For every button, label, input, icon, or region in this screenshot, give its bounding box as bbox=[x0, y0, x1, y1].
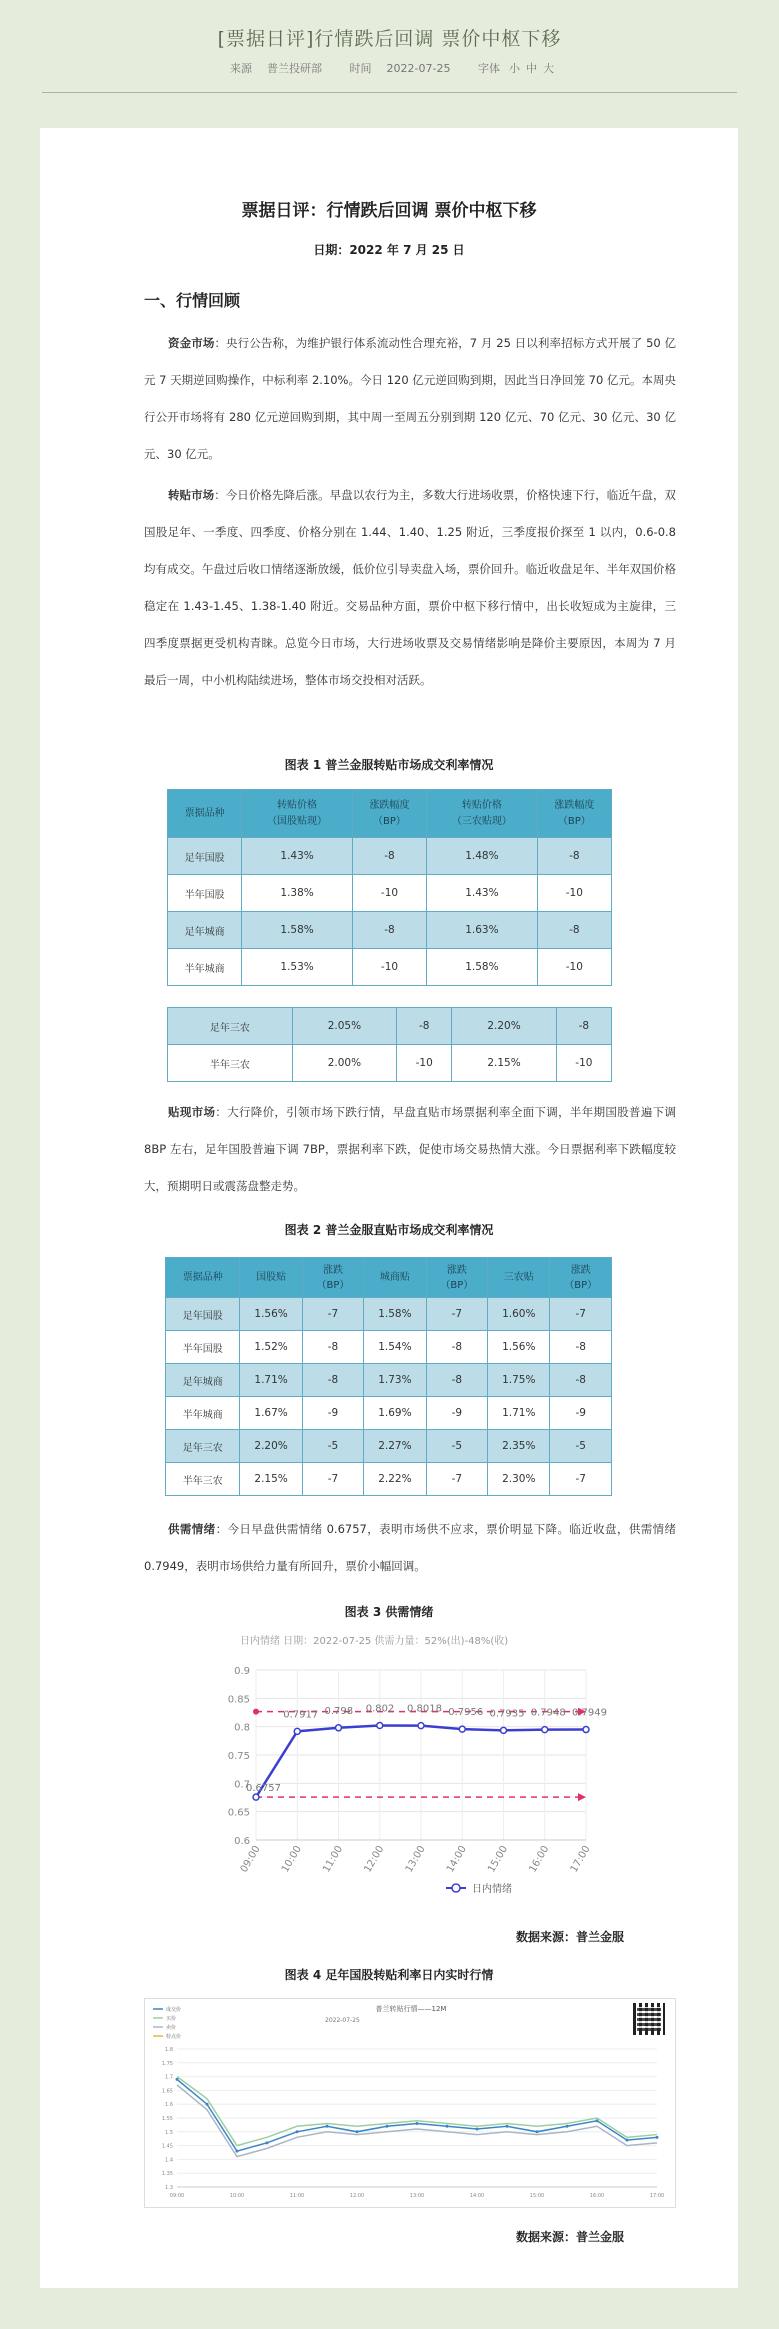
y-tick-label: 1.35 bbox=[161, 2171, 173, 2178]
data-point bbox=[596, 2119, 599, 2122]
table2-header-6: 涨跌 （BP） bbox=[550, 1258, 612, 1298]
table2-cell: -7 bbox=[550, 1298, 612, 1331]
paragraph-supply-demand bbox=[144, 1511, 676, 1585]
table1b-cell: -10 bbox=[556, 1045, 611, 1082]
table2-cell: 1.71% bbox=[240, 1364, 302, 1397]
data-point bbox=[542, 1727, 548, 1733]
reference-marker bbox=[253, 1709, 259, 1715]
table1-cell: 1.38% bbox=[242, 875, 353, 912]
x-tick-label: 13:00 bbox=[409, 2193, 425, 2199]
table2-cell: 2.20% bbox=[240, 1430, 302, 1463]
table1b-cell: 2.15% bbox=[452, 1045, 556, 1082]
table2-cell: 2.35% bbox=[488, 1430, 550, 1463]
data-point bbox=[296, 2130, 299, 2133]
x-tick-label: 09:00 bbox=[238, 1844, 263, 1875]
table1-cell: 1.53% bbox=[242, 949, 353, 986]
table2-cell: -5 bbox=[550, 1430, 612, 1463]
source-value: 普兰投研部 bbox=[267, 62, 323, 75]
table1-cell: 1.43% bbox=[427, 875, 538, 912]
source-label: 来源 bbox=[230, 62, 253, 75]
y-tick-label: 1.7 bbox=[165, 2074, 173, 2081]
doc-date: 日期：2022 年 7 月 25 日 bbox=[313, 243, 465, 257]
data-label: 0.7948 bbox=[530, 1707, 566, 1719]
x-tick-label: 14:00 bbox=[444, 1844, 469, 1875]
table2-cell: 1.56% bbox=[488, 1331, 550, 1364]
x-tick-label: 15:00 bbox=[529, 2193, 545, 2199]
table2-cell: -5 bbox=[302, 1430, 364, 1463]
table1b-cell: 2.20% bbox=[452, 1008, 556, 1045]
data-point bbox=[294, 1728, 300, 1734]
table-row bbox=[168, 875, 612, 912]
table2-cell: 半年三农 bbox=[166, 1463, 240, 1496]
table1-cell: 足年国股 bbox=[168, 838, 242, 875]
table-row bbox=[166, 1331, 612, 1364]
table1-header-3: 转贴价格 （三农贴现） bbox=[427, 790, 538, 838]
table1-cell: -10 bbox=[352, 875, 426, 912]
table2-cell: 足年三农 bbox=[166, 1430, 240, 1463]
time-label: 时间 bbox=[349, 62, 372, 75]
text-discount-market: ：大行降价，引领市场下跌行情，早盘直贴市场票据利率全面下调，半年期国股普遍下调 8BP 左右，足年国股普遍下调 7BP，票据利率下跌，促使市场交易热情大涨。今日票据利率下跌幅度较大，预期明日或震荡盘整走势。 bbox=[144, 1105, 677, 1193]
table2-cell: 半年国股 bbox=[166, 1331, 240, 1364]
table-row bbox=[166, 1364, 612, 1397]
table2-cell: 足年国股 bbox=[166, 1298, 240, 1331]
intraday-rate-chart bbox=[145, 1999, 677, 2209]
data-label: 0.7917 bbox=[283, 1709, 319, 1721]
table2-header-4: 涨跌 （BP） bbox=[426, 1258, 488, 1298]
doc-title: 票据日评：行情跌后回调 票价中枢下移 bbox=[241, 201, 537, 221]
legend-label: 特点价 bbox=[166, 2034, 182, 2040]
table-row bbox=[168, 1045, 612, 1082]
x-tick-label: 14:00 bbox=[469, 2193, 485, 2199]
table2-cell: -8 bbox=[302, 1331, 364, 1364]
table1-cell: 半年国股 bbox=[168, 875, 242, 912]
table1-cell: 1.48% bbox=[427, 838, 538, 875]
table1b-cell: -8 bbox=[397, 1008, 452, 1045]
data-label: 0.7949 bbox=[572, 1707, 607, 1719]
table2-header-3: 城商贴 bbox=[364, 1258, 426, 1298]
table1-cell: -8 bbox=[537, 838, 611, 875]
data-point bbox=[236, 2150, 239, 2153]
table2-cell: 1.56% bbox=[240, 1298, 302, 1331]
label-supply-demand: 供需情绪 bbox=[168, 1522, 216, 1536]
data-point bbox=[566, 2125, 569, 2128]
table2-cell: 1.58% bbox=[364, 1298, 426, 1331]
legend-label: 卖价 bbox=[166, 2025, 177, 2031]
text-transfer-market: ：今日价格先降后涨。早盘以农行为主，多数大行进场收票，价格快速下行，临近午盘，双国股足年、一季度、四季度、价格分别在 1.44、1.40、1.25 附近，三季度报价探至 1 以内，0.6-0.8 均有成交。午盘过后收口情绪逐渐放缓，低价位引导卖盘入场，票价回升。临近收盘足年、半年双国价格稳定在 1.43-1.45、1.38-1.40 附近。交易品种方面，票价中枢下移行情中，出长收短成为主旋律，三四季度票据更受机构青睐。总览今日市场，大行进场收票及交易情绪影响是降价主要原因，本周为 7 月最后一周，中小机构陆续进场，整体市场交投相对活跃。 bbox=[144, 488, 676, 687]
table1-header-4: 涨跌幅度 （BP） bbox=[537, 790, 611, 838]
data-point bbox=[656, 2136, 659, 2139]
x-tick-label: 11:00 bbox=[289, 2193, 305, 2199]
y-tick-label: 1.45 bbox=[161, 2143, 173, 2150]
y-tick-label: 1.8 bbox=[165, 2047, 173, 2053]
table1-cell: 1.58% bbox=[427, 949, 538, 986]
table2-cell: 2.15% bbox=[240, 1463, 302, 1496]
text-supply-demand: ：今日早盘供需情绪 0.6757，表明市场供不应求，票价明显下降。临近收盘，供需情绪 0.7949，表明市场供给力量有所回升，票价小幅回调。 bbox=[144, 1522, 677, 1573]
legend-marker bbox=[452, 1884, 460, 1892]
data-point bbox=[501, 1727, 507, 1733]
font-size-medium[interactable]: 中 bbox=[525, 62, 537, 75]
table2-cell: 1.60% bbox=[488, 1298, 550, 1331]
chart-title: 日内情绪 日期：2022-07-25 供需力量：52%(出)-48%(收) bbox=[240, 1636, 509, 1647]
table2-header-1: 国股贴 bbox=[240, 1258, 302, 1298]
page-title: [票据日评]行情跌后回调 票价中枢下移 bbox=[217, 28, 562, 50]
table1-cell: -10 bbox=[537, 949, 611, 986]
table1-cell: -8 bbox=[352, 912, 426, 949]
table1-cell: -10 bbox=[537, 875, 611, 912]
data-point bbox=[377, 1723, 383, 1729]
y-tick-label: 1.65 bbox=[161, 2088, 173, 2095]
chart-subtitle: 2022-07-25 bbox=[325, 2017, 360, 2024]
sentiment-chart bbox=[216, 1628, 608, 1900]
label-discount-market: 贴现市场 bbox=[168, 1105, 216, 1119]
figure1-caption: 图表 1 普兰金服转贴市场成交利率情况 bbox=[284, 758, 494, 772]
data-point bbox=[326, 2125, 329, 2128]
transfer-rate-table bbox=[167, 789, 612, 986]
data-label: 0.7956 bbox=[448, 1707, 484, 1719]
table-row bbox=[168, 1008, 612, 1045]
table2-cell: -7 bbox=[302, 1463, 364, 1496]
table-row bbox=[168, 912, 612, 949]
y-tick-label: 1.75 bbox=[161, 2060, 173, 2067]
y-tick-label: 0.9 bbox=[234, 1666, 250, 1677]
table-row bbox=[166, 1430, 612, 1463]
table2-header-0: 票据品种 bbox=[166, 1258, 240, 1298]
intraday-rate-chart-panel bbox=[144, 1998, 676, 2208]
table2-cell: 1.71% bbox=[488, 1397, 550, 1430]
table2-cell: 2.22% bbox=[364, 1463, 426, 1496]
table2-cell: 半年城商 bbox=[166, 1397, 240, 1430]
table-row bbox=[166, 1298, 612, 1331]
table2-cell: 1.69% bbox=[364, 1397, 426, 1430]
data-label: 0.802 bbox=[365, 1703, 395, 1715]
table-row bbox=[168, 838, 612, 875]
table2-cell: 1.67% bbox=[240, 1397, 302, 1430]
table2-cell: -7 bbox=[302, 1298, 364, 1331]
qr-code-icon bbox=[633, 2003, 665, 2035]
y-tick-label: 0.8 bbox=[234, 1722, 250, 1734]
page-header bbox=[0, 0, 779, 96]
table2-cell: -7 bbox=[426, 1463, 488, 1496]
data-point bbox=[626, 2139, 629, 2142]
data-point bbox=[336, 1725, 342, 1731]
table1b-cell: 2.05% bbox=[292, 1008, 396, 1045]
data-point bbox=[356, 2130, 359, 2133]
table-row bbox=[166, 1463, 612, 1496]
article-meta bbox=[0, 60, 779, 76]
time-value: 2022-07-25 bbox=[386, 62, 451, 75]
y-tick-label: 0.65 bbox=[227, 1807, 250, 1819]
table2-cell: -8 bbox=[426, 1331, 488, 1364]
data-label: 0.6757 bbox=[246, 1783, 281, 1795]
y-tick-label: 1.3 bbox=[165, 2185, 173, 2191]
figure2-caption: 图表 2 普兰金服直贴市场成交利率情况 bbox=[284, 1223, 494, 1237]
table2-cell: 1.75% bbox=[488, 1364, 550, 1397]
data-point bbox=[506, 2125, 509, 2128]
table1-header-0: 票据品种 bbox=[168, 790, 242, 838]
discount-rate-table bbox=[165, 1257, 612, 1496]
table2-cell: -7 bbox=[426, 1298, 488, 1331]
y-tick-label: 0.85 bbox=[227, 1694, 250, 1706]
table1b-cell: 半年三农 bbox=[168, 1045, 293, 1082]
x-tick-label: 10:00 bbox=[229, 2193, 245, 2199]
data-point bbox=[459, 1726, 465, 1732]
table1-cell: 半年城商 bbox=[168, 949, 242, 986]
table1-cell: -10 bbox=[352, 949, 426, 986]
data-point bbox=[416, 2122, 419, 2125]
table1b-cell: 足年三农 bbox=[168, 1008, 293, 1045]
label-capital-market: 资金市场 bbox=[168, 336, 215, 350]
legend-label: 日内情绪 bbox=[472, 1884, 512, 1895]
x-tick-label: 12:00 bbox=[349, 2193, 365, 2199]
table1-header-1: 转贴价格 （国股贴现） bbox=[242, 790, 353, 838]
table2-cell: -9 bbox=[426, 1397, 488, 1430]
table-row bbox=[166, 1397, 612, 1430]
table2-cell: -8 bbox=[550, 1364, 612, 1397]
table1-header-2: 涨跌幅度 （BP） bbox=[352, 790, 426, 838]
font-size-large[interactable]: 大 bbox=[542, 62, 554, 75]
table2-header-2: 涨跌 （BP） bbox=[302, 1258, 364, 1298]
x-tick-label: 16:00 bbox=[527, 1844, 552, 1875]
data-point bbox=[386, 2125, 389, 2128]
table2-cell: -8 bbox=[426, 1364, 488, 1397]
table2-cell: -8 bbox=[550, 1331, 612, 1364]
legend-label: 买价 bbox=[166, 2016, 177, 2022]
table2-cell: 1.52% bbox=[240, 1331, 302, 1364]
section-title: 一、行情回顾 bbox=[144, 291, 241, 310]
table1-cell: 1.58% bbox=[242, 912, 353, 949]
paragraph-transfer-market bbox=[144, 477, 676, 699]
data-point bbox=[253, 1794, 259, 1800]
table1b-cell: 2.00% bbox=[292, 1045, 396, 1082]
y-tick-label: 1.5 bbox=[165, 2129, 173, 2136]
table2-cell: 1.54% bbox=[364, 1331, 426, 1364]
data-label: 0.8018 bbox=[407, 1703, 442, 1715]
table2-cell: 2.27% bbox=[364, 1430, 426, 1463]
data-label: 0.798 bbox=[324, 1705, 354, 1717]
table2-cell: 2.30% bbox=[488, 1463, 550, 1496]
x-tick-label: 17:00 bbox=[649, 2193, 665, 2199]
y-tick-label: 1.55 bbox=[161, 2116, 173, 2122]
figure3-caption: 图表 3 供需情绪 bbox=[344, 1605, 434, 1619]
table2-cell: -9 bbox=[550, 1397, 612, 1430]
table1-cell: 足年城商 bbox=[168, 912, 242, 949]
font-size-label: 字体 bbox=[477, 62, 500, 75]
table2-cell: -8 bbox=[302, 1364, 364, 1397]
paragraph-discount-market bbox=[144, 1094, 676, 1205]
table2-cell: -7 bbox=[550, 1463, 612, 1496]
table2-cell: 足年城商 bbox=[166, 1364, 240, 1397]
paragraph-capital-market bbox=[144, 325, 676, 473]
series-line bbox=[177, 2077, 657, 2146]
font-size-small[interactable]: 小 bbox=[508, 62, 520, 75]
table2-header-5: 三农贴 bbox=[488, 1258, 550, 1298]
table1-cell: 1.63% bbox=[427, 912, 538, 949]
y-tick-label: 0.7 bbox=[234, 1779, 250, 1791]
x-tick-label: 09:00 bbox=[169, 2193, 185, 2199]
x-tick-label: 13:00 bbox=[403, 1844, 428, 1875]
table2-cell: -5 bbox=[426, 1430, 488, 1463]
chart-title: 普兰转贴行情——12M bbox=[375, 2005, 447, 2013]
table2-cell: -9 bbox=[302, 1397, 364, 1430]
data-point bbox=[266, 2141, 269, 2144]
table1-cell: -8 bbox=[537, 912, 611, 949]
legend-label: 成交价 bbox=[166, 2007, 182, 2013]
x-tick-label: 12:00 bbox=[362, 1844, 387, 1875]
data-point bbox=[476, 2128, 479, 2131]
data-point bbox=[206, 2103, 209, 2106]
table1-cell: -8 bbox=[352, 838, 426, 875]
y-tick-label: 0.75 bbox=[227, 1751, 250, 1762]
figure4-source: 数据来源：普兰金服 bbox=[515, 2230, 624, 2244]
label-transfer-market: 转贴市场 bbox=[168, 488, 215, 502]
x-tick-label: 16:00 bbox=[589, 2193, 605, 2199]
x-tick-label: 10:00 bbox=[279, 1844, 304, 1875]
x-tick-label: 11:00 bbox=[321, 1844, 346, 1875]
data-point bbox=[536, 2130, 539, 2133]
header-divider bbox=[42, 92, 737, 93]
data-point bbox=[176, 2078, 179, 2081]
y-tick-label: 0.6 bbox=[234, 1836, 250, 1847]
data-label: 0.7935 bbox=[489, 1708, 525, 1720]
y-tick-label: 1.4 bbox=[165, 2157, 173, 2164]
data-point bbox=[583, 1727, 589, 1733]
figure3-source: 数据来源：普兰金服 bbox=[515, 1930, 624, 1944]
y-tick-label: 1.6 bbox=[165, 2102, 173, 2109]
x-tick-label: 17:00 bbox=[568, 1844, 593, 1875]
article-card bbox=[40, 128, 738, 2288]
table2-cell: 1.73% bbox=[364, 1364, 426, 1397]
x-tick-label: 15:00 bbox=[486, 1844, 511, 1875]
table1-cell: 1.43% bbox=[242, 838, 353, 875]
data-point bbox=[418, 1723, 424, 1729]
table1b-cell: -8 bbox=[556, 1008, 611, 1045]
figure4-caption: 图表 4 足年国股转贴利率日内实时行情 bbox=[284, 1968, 494, 1982]
text-capital-market: ：央行公告称，为维护银行体系流动性合理充裕，7 月 25 日以利率招标方式开展了 50 亿元 7 天期逆回购操作，中标利率 2.10%。今日 120 亿元逆回购到期，因此当日净回笼 70 亿元。本周央行公开市场将有 280 亿元逆回购到期，其中周一至周五分别到期 120 亿元、70 亿元、30 亿元、30 亿元、30 亿元。 bbox=[144, 336, 677, 461]
data-point bbox=[446, 2125, 449, 2128]
table-row bbox=[168, 949, 612, 986]
transfer-rate-table-rural bbox=[167, 1007, 612, 1082]
table1b-cell: -10 bbox=[397, 1045, 452, 1082]
